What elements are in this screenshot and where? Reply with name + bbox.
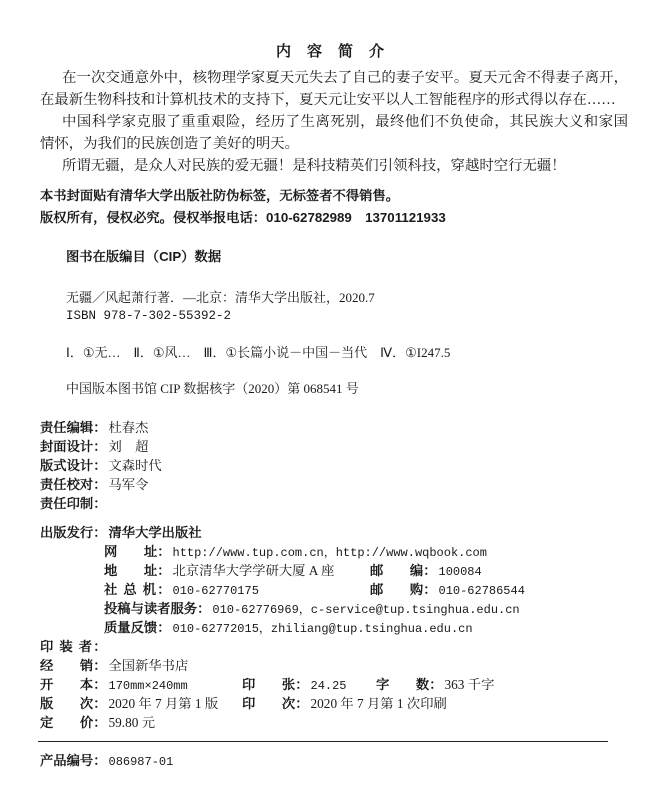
publication-row xyxy=(0,656,660,675)
staff-row xyxy=(0,456,660,475)
proofreader xyxy=(40,475,148,494)
edition-field xyxy=(40,694,218,713)
paragraph-line: 中国科学家克服了重重艰险，经历了生离死别，最终他们不负使命，其民族大义和家国 xyxy=(62,114,628,130)
distributor-field xyxy=(40,656,188,675)
field-value: 100084 xyxy=(438,564,482,579)
staff-list xyxy=(0,418,660,513)
website-field xyxy=(104,542,487,563)
cip-heading: 图书在版编目（CIP）数据 xyxy=(66,249,222,264)
publication-row xyxy=(0,675,660,694)
field-label: 责任编辑： xyxy=(40,419,107,435)
field-label: 字 数： xyxy=(376,677,443,693)
paragraph-line: 在最新生物科技和计算机技术的支持下，夏天元让安平以人工智能程序的形式得以存在…… xyxy=(40,92,616,108)
field-label: 地 址： xyxy=(104,562,171,578)
field-label: 版 次： xyxy=(40,696,107,712)
field-value: 010-62786544 xyxy=(438,583,525,598)
publication-row xyxy=(0,523,660,542)
field-label: 版式设计： xyxy=(40,457,107,473)
publication-row xyxy=(0,542,660,561)
field-value: 010-62772015，zhiliang@tup.tsinghua.edu.cn xyxy=(172,621,473,636)
synopsis-paragraph xyxy=(40,67,628,111)
staff-row xyxy=(0,437,660,456)
responsible-editor xyxy=(40,418,148,437)
publication-row xyxy=(0,713,660,732)
field-value: http://www.tup.com.cn，http://www.wqbook.com xyxy=(172,545,487,560)
field-label: 印 装 者： xyxy=(40,639,107,655)
field-value: 59.80 元 xyxy=(108,715,156,731)
field-value: 2020 年 7 月第 1 版 xyxy=(108,696,219,712)
cip-record: 无疆／风起萧行著．—北京：清华大学出版社，2020.7 xyxy=(66,289,375,305)
field-value: 2020 年 7 月第 1 次印刷 xyxy=(310,696,447,712)
staff-row xyxy=(0,494,660,513)
field-label: 封面设计： xyxy=(40,438,107,454)
field-label: 邮 购： xyxy=(370,581,437,597)
field-value: 全国新华书店 xyxy=(108,658,189,674)
reader-service-field xyxy=(104,599,520,620)
field-label: 邮 编： xyxy=(370,562,437,578)
field-label: 责任印制： xyxy=(40,495,107,511)
synopsis-paragraph xyxy=(40,155,628,177)
isbn: ISBN 978-7-302-55392-2 xyxy=(66,308,232,323)
publication-row xyxy=(0,599,660,618)
product-code-field xyxy=(40,752,173,769)
paragraph-line: 在一次交通意外中，核物理学家夏天元失去了自己的妻子安平。夏天元舍不得妻子离开， xyxy=(62,70,628,86)
field-label: 经 销： xyxy=(40,658,107,674)
field-value: 170mm×240mm xyxy=(108,679,188,694)
format-field xyxy=(40,675,188,696)
synopsis-title: 内容简介 xyxy=(275,43,400,60)
synopsis-body xyxy=(40,67,628,177)
field-label: 开 本： xyxy=(40,677,107,693)
publication-row xyxy=(0,580,660,599)
price-field xyxy=(40,713,155,732)
layout-designer xyxy=(40,456,162,475)
mail-order-field xyxy=(370,580,525,601)
anti-counterfeit-notice: 本书封面贴有清华大学出版社防伪标签，无标签者不得销售。 xyxy=(40,188,400,203)
field-value: 010-62770175 xyxy=(172,583,259,598)
field-value: 010-62776969，c-service@tup.tsinghua.edu.cn xyxy=(212,602,520,617)
cip-classification: Ⅰ．①无… Ⅱ．①风… Ⅲ．①长篇小说－中国－当代 Ⅳ．①I247.5 xyxy=(66,344,451,360)
paragraph-line: 所谓无疆，是众人对民族的爱无疆！是科技精英们引领科技，穿越时空行无疆！ xyxy=(62,158,566,174)
paragraph-line: 情怀，为我们的民族创造了美好的明天。 xyxy=(40,136,300,152)
impression-field xyxy=(242,694,447,713)
publication-row xyxy=(0,561,660,580)
printed-sheets-field xyxy=(242,675,347,696)
staff-row xyxy=(0,475,660,494)
staff-row xyxy=(0,418,660,437)
field-value: 24.25 xyxy=(310,679,347,694)
field-label: 印 次： xyxy=(242,696,309,712)
field-label: 印 张： xyxy=(242,677,309,693)
publication-details xyxy=(0,523,660,733)
postcode-field xyxy=(370,561,482,582)
printer-field xyxy=(40,637,107,656)
field-value: 刘 超 xyxy=(108,438,149,454)
field-value: 清华大学出版社 xyxy=(108,524,202,540)
field-label: 社 总 机： xyxy=(104,581,171,597)
synopsis-paragraph xyxy=(40,111,628,155)
address-field xyxy=(104,561,334,580)
product-code xyxy=(40,751,173,772)
field-value: 086987-01 xyxy=(108,754,174,769)
switchboard-field xyxy=(104,580,259,601)
piracy-report-notice: 版权所有，侵权必究。侵权举报电话：010-62782989 13701121933 xyxy=(40,210,446,225)
field-value: 杜春杰 xyxy=(108,419,149,435)
publisher-field xyxy=(40,523,202,542)
publication-row xyxy=(0,694,660,713)
field-value: 北京清华大学学研大厦 A 座 xyxy=(172,562,335,578)
field-value: 马军令 xyxy=(108,476,149,492)
cover-designer xyxy=(40,437,148,456)
field-label: 质量反馈： xyxy=(104,619,171,635)
field-label: 定 价： xyxy=(40,715,107,731)
divider-rule xyxy=(38,741,608,742)
field-label: 投稿与读者服务： xyxy=(104,600,211,616)
field-label: 责任校对： xyxy=(40,476,107,492)
copyright-notice xyxy=(40,185,446,229)
print-supervisor xyxy=(40,494,107,513)
field-value: 363 千字 xyxy=(444,677,495,693)
word-count-field xyxy=(376,675,494,694)
cip-verification-number: 中国版本图书馆 CIP 数据核字（2020）第 068541 号 xyxy=(66,380,359,396)
quality-feedback-field xyxy=(104,618,473,639)
field-label: 出版发行： xyxy=(40,524,107,540)
publication-row xyxy=(0,637,660,656)
publication-row xyxy=(0,618,660,637)
field-label: 产品编号： xyxy=(40,752,107,768)
field-value: 文森时代 xyxy=(108,457,162,473)
field-label: 网 址： xyxy=(104,543,171,559)
